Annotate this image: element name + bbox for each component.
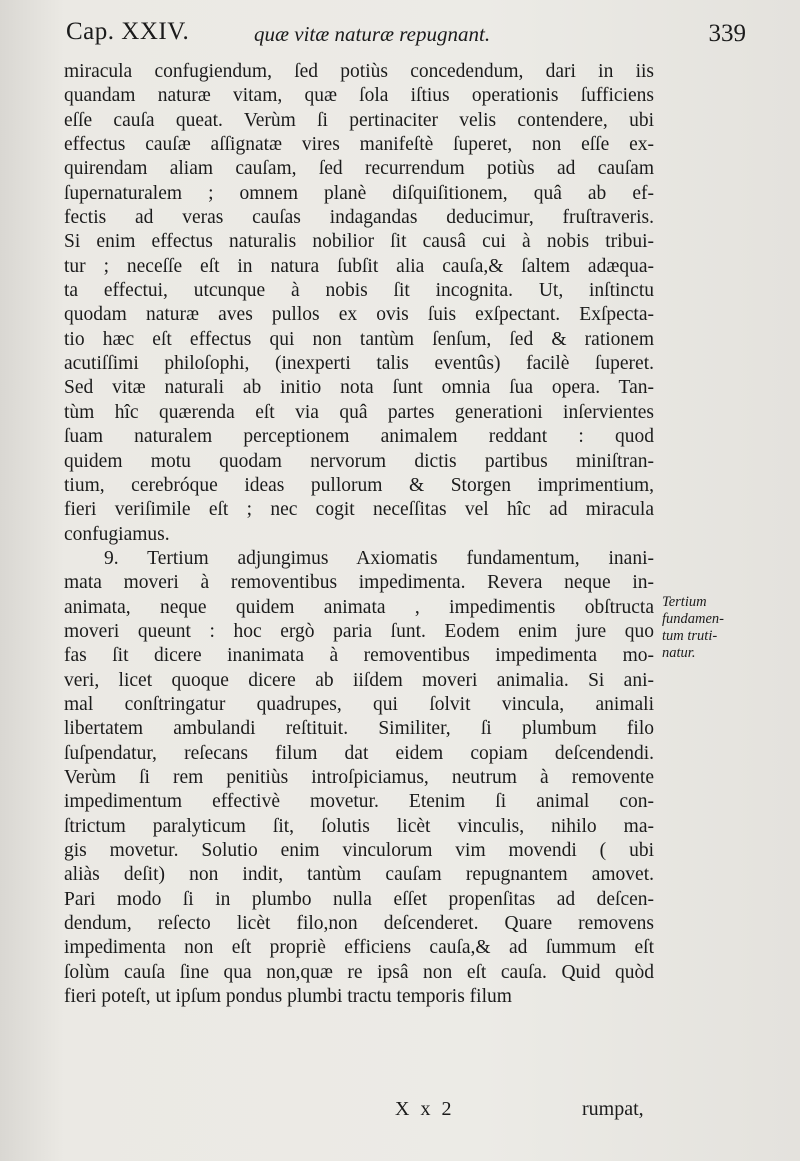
text-line: tium, cerebróque ideas pullorum & Storgen imprimentium, xyxy=(64,474,654,496)
text-line: Sed vitæ naturali ab initio nota ſunt omnia ſua opera. Tan- xyxy=(64,377,654,399)
text-line: aliàs deſit) non indit, tantùm cauſam repugnantem amovet. xyxy=(64,864,654,886)
text-line: ſuſpendatur, reſecans filum dat eidem copiam deſcendendi. xyxy=(64,742,654,764)
text-line: fectis ad veras cauſas indagandas deducimur, fruſtraveris. xyxy=(64,207,654,229)
text-line: 9. Tertium adjungimus Axiomatis fundamentum, inani- xyxy=(104,547,654,569)
text-line: miracula confugiendum, ſed potiùs concedendum, dari in iis xyxy=(64,61,654,82)
signature-mark: X x 2 xyxy=(395,1098,455,1120)
body-text xyxy=(64,60,654,1009)
margin-note xyxy=(662,594,752,662)
text-line: quodam naturæ aves pullos ex ovis ſuis exſpectant. Exſpecta- xyxy=(64,304,654,326)
text-line: ſolùm cauſa ſine qua non,quæ re ipsâ non eſt cauſa. Quid quòd xyxy=(64,961,654,983)
text-line: eſſe cauſa queat. Verùm ſi pertinaciter velis contendere, ubi xyxy=(64,109,654,131)
chapter-heading: Cap. XXIV. xyxy=(66,18,190,45)
text-line: ſuam naturalem perceptionem animalem reddant : quod xyxy=(64,426,654,448)
margin-note-line: fundamen- xyxy=(662,611,725,627)
text-line: gis movetur. Solutio enim vinculorum vim movendi ( ubi xyxy=(64,840,654,861)
text-line: Si enim effectus naturalis nobilior ſit causâ cui à nobis tribui- xyxy=(64,231,654,253)
text-line: acutiſſimi philoſophi, (inexperti talis eventûs) facilè ſuperet. xyxy=(64,353,654,375)
text-line: confugiamus. xyxy=(64,523,170,545)
text-line: quirendam aliam cauſam, ſed recurrendum potiùs ad cauſam xyxy=(64,158,654,180)
page-number: 339 xyxy=(708,20,746,47)
text-line: impedimentum effectivè movetur. Etenim ſi animal con- xyxy=(64,791,654,813)
text-line: Pari modo ſi in plumbo nulla eſſet propenſitas ad deſcen- xyxy=(64,888,654,910)
text-line: effectus cauſæ aſſignatæ vires manifeſtè ſuperet, non eſſe ex- xyxy=(64,134,654,156)
text-line: dendum, reſecto licèt filo,non deſcenderet. Quare removens xyxy=(64,913,654,935)
text-line: impedimenta non eſt propriè efficiens cauſa,& ad ſummum eſt xyxy=(64,937,654,959)
margin-note-line: natur. xyxy=(662,645,696,661)
margin-note-line: tum truti- xyxy=(662,628,718,644)
text-line: quidem motu quodam nervorum dictis partibus miniſtran- xyxy=(64,450,654,472)
running-title: quæ vitæ naturæ repugnant. xyxy=(254,22,491,46)
text-line: veri, licet quoque dicere ab iiſdem moveri animalia. Si ani- xyxy=(64,669,654,691)
text-line: tur ; neceſſe eſt in natura ſubſit alia cauſa,& ſaltem adæqua- xyxy=(64,255,654,277)
text-line: ta effectui, utcunque à nobis ſit incognita. Ut, inſtinctu xyxy=(64,280,654,302)
text-line: tio hæc eſt effectus qui non tantùm ſenſum, ſed & rationem xyxy=(64,328,654,350)
text-line: libertatem ambulandi reſtituit. Similiter, ſi plumbum filo xyxy=(64,718,654,740)
text-line: fieri veriſimile eſt ; nec cogit neceſſitas vel hîc ad miracula xyxy=(64,499,654,521)
catchword: rumpat, xyxy=(582,1098,644,1120)
text-line: Verùm ſi rem penitiùs introſpiciamus, neutrum à removente xyxy=(64,766,654,788)
text-line: quandam naturæ vitam, quæ ſola iſtius operationis ſufficiens xyxy=(64,85,654,107)
margin-note-line: Tertium xyxy=(662,594,707,610)
text-line: ſupernaturalem ; omnem planè diſquiſitionem, quâ ab ef- xyxy=(64,182,654,204)
text-line: fieri poteſt, ut ipſum pondus plumbi tractu temporis filum xyxy=(64,986,512,1008)
text-line: ſtrictum paralyticum ſit, ſolutis licèt vinculis, nihilo ma- xyxy=(64,815,654,837)
text-line: tùm hîc quærenda eſt via quâ partes generationi inſervientes xyxy=(64,401,654,423)
text-line: animata, neque quidem animata , impedimentis obſtructa xyxy=(64,596,654,618)
text-line: mal conſtringatur quadrupes, qui ſolvit vincula, animali xyxy=(64,693,654,715)
page-header xyxy=(66,18,746,58)
text-line: moveri queunt : hoc ergò paria ſunt. Eodem enim jure quo xyxy=(64,620,654,642)
text-line: fas ſit dicere inanimata à removentibus impedimenta mo- xyxy=(64,645,654,667)
text-line: mata moveri à removentibus impedimenta. Revera neque in- xyxy=(64,572,654,594)
